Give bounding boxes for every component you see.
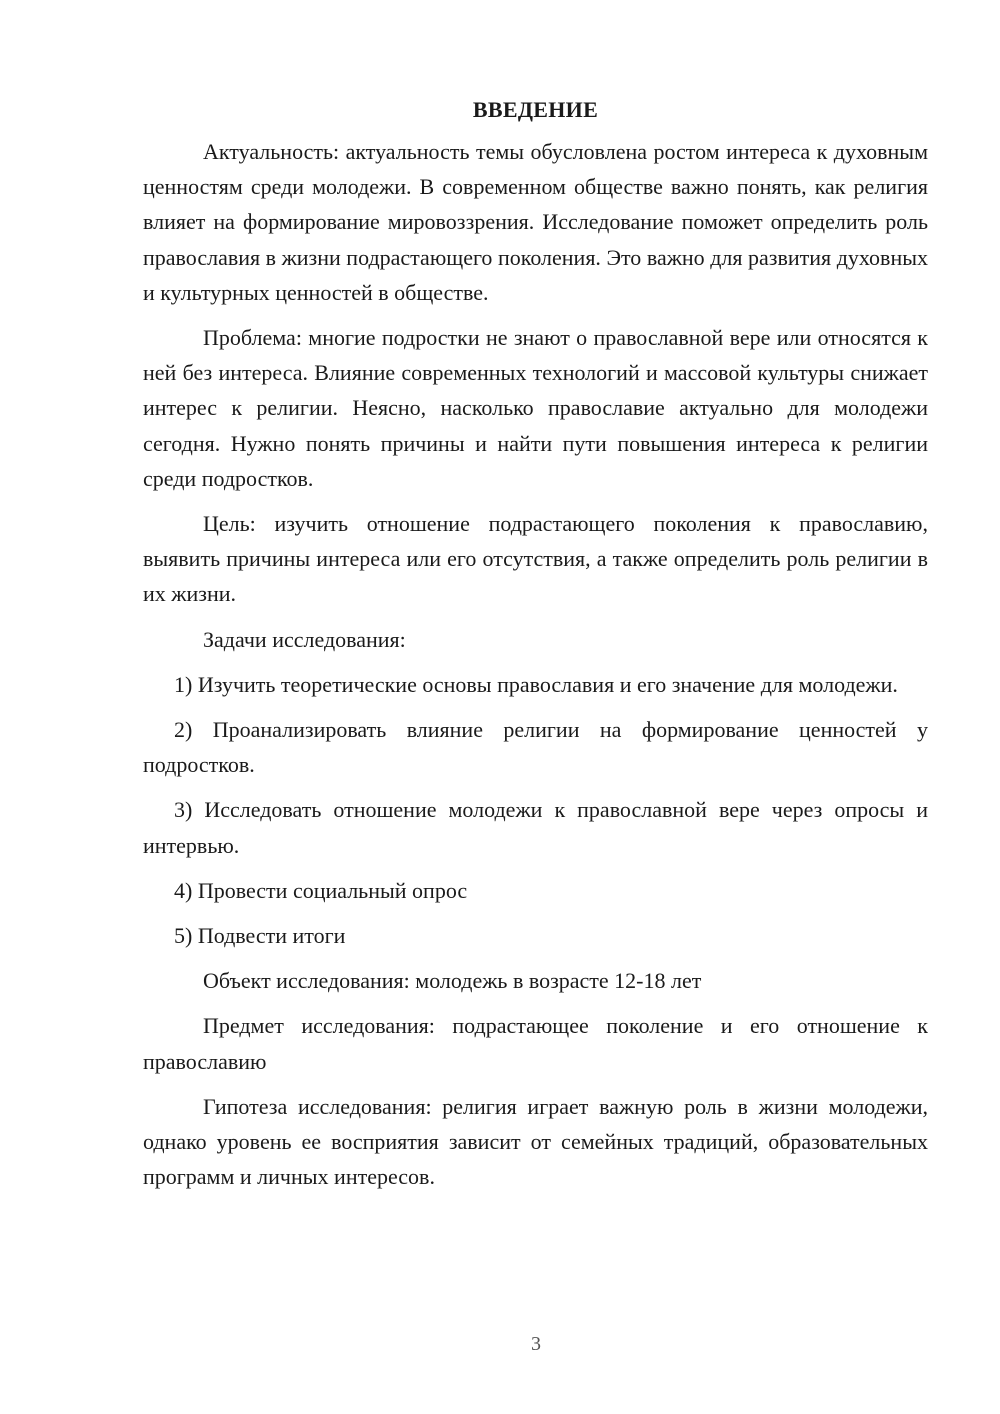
goal-paragraph: Цель: изучить отношение подрастающего поколения к православию, выявить причины интереса или его отсутствия, а также определить роль религии в их жизни. xyxy=(143,511,928,607)
relevance-paragraph: Актуальность: актуальность темы обусловлена ростом интереса к духовным ценностям среди молодежи. В современном обществе важно понять, как религия влияет на формирование мировоззрения. Исследование поможет определить роль православия в жизни подрастающего поколения. Это важно для развития духовных и культурных ценностей в обществе. xyxy=(143,139,928,305)
document-title: ВВЕДЕНИЕ xyxy=(472,97,599,122)
task-item: 1) Изучить теоретические основы православия и его значение для молодежи. xyxy=(174,671,898,697)
tasks-heading: Задачи исследования: xyxy=(203,626,406,652)
task-item: 3) Исследовать отношение молодежи к православной вере через опросы и интервью. xyxy=(143,797,928,858)
object-paragraph: Объект исследования: молодежь в возрасте 12-18 лет xyxy=(203,968,702,994)
hypothesis-paragraph: Гипотеза исследования: религия играет важную роль в жизни молодежи, однако уровень ее восприятия зависит от семейных традиций, образовательных программ и личных интересов. xyxy=(143,1093,928,1190)
task-item: 2) Проанализировать влияние религии на формирование ценностей у подростков. xyxy=(143,717,928,778)
document-page xyxy=(143,92,928,1204)
task-item: 4) Провести социальный опрос xyxy=(174,877,468,903)
problem-paragraph: Проблема: многие подростки не знают о православной вере или относятся к ней без интереса. Влияние современных технологий и массовой культуры снижает интерес к религии. Неясно, насколько православие актуально для молодежи сегодня. Нужно понять причины и найти пути повышения интереса к религии среди подростков. xyxy=(143,325,928,491)
page-number: 3 xyxy=(531,1333,541,1355)
subject-paragraph: Предмет исследования: подрастающее поколение и его отношение к православию xyxy=(143,1013,928,1074)
task-item: 5) Подвести итоги xyxy=(174,923,346,949)
